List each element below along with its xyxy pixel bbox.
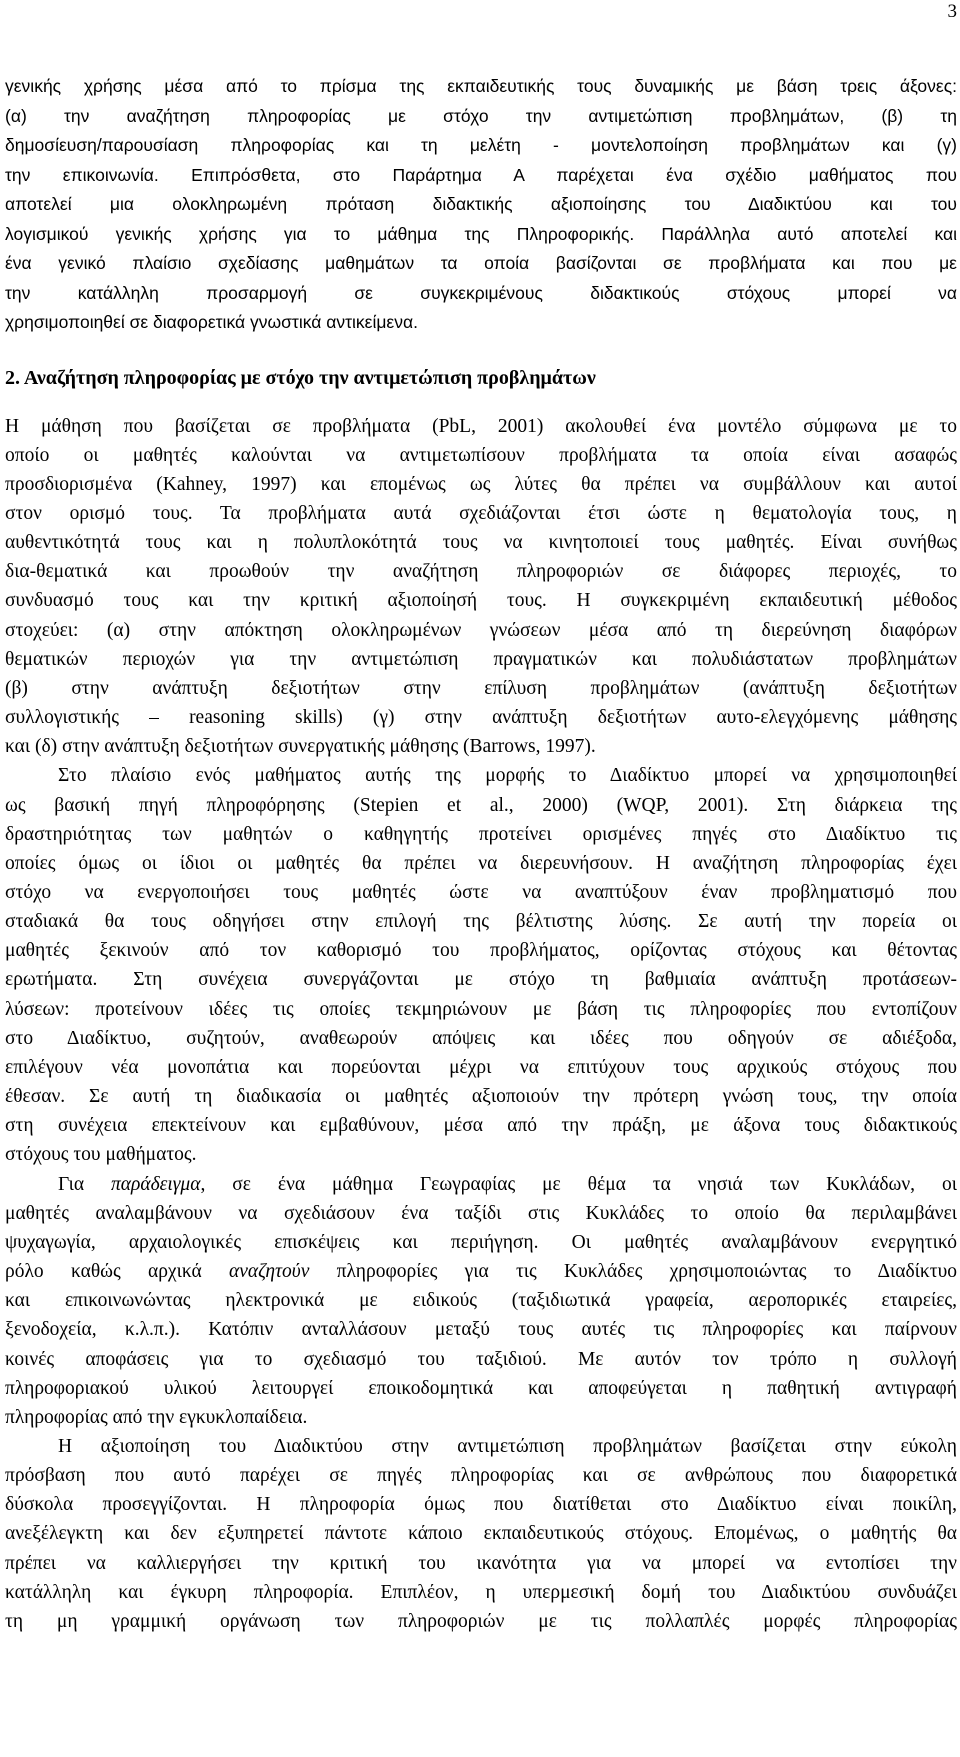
paragraph-2 [5, 761, 957, 1169]
text-line: πρέπει να καλλιεργήσει την κριτική του ικανότητα για να μπορεί να εντοπίσει την [5, 1552, 957, 1574]
text-line: συνδυασμό τους και την κριτική αξιοποίησή τους. Η συγκεκριμένη εκπαιδευτική μέθοδος [5, 590, 957, 612]
text-line: στόχους του μαθήματος. [5, 1144, 197, 1166]
text-fragment: ρόλο καθώς αρχικά [5, 1261, 229, 1283]
text-line: στη συνέχεια επεκτείνουν και εμβαθύνουν, μέσα από την πράξη, με άξονα τους διδακτικούς [5, 1115, 957, 1137]
emphasis-text: αναζητούν [228, 1261, 310, 1283]
text-line: ανεξέλεγκτη και δεν εξυπηρετεί πάντοτε κάποιο εκπαιδευτικούς στόχους. Επομένως, ο μαθητής θα [5, 1523, 957, 1545]
text-line: μαθητές αναλαμβάνουν να σχεδιάσουν ένα ταξίδι στις Κυκλάδες το οποίο θα περιλαμβάνει [5, 1202, 957, 1224]
text-line: στοχεύει: (α) στην απόκτηση ολοκληρωμένων γνώσεων μέσα από τη διερεύνηση διαφόρων [5, 619, 957, 641]
text-line: αυθεντικότητά τους και η πολυπλοκότητά τους να κινητοποιεί τους μαθητές. Είναι συνήθως [5, 532, 957, 554]
text-line: ερωτήματα. Στη συνέχεια συνεργάζονται με στόχο τη βαθμιαία ανάπτυξη προτάσεων- [5, 969, 957, 991]
text-line: τη μη γραμμική οργάνωση των πληροφοριών με τις πολλαπλές μορφές πληροφορίας [5, 1610, 957, 1632]
text-line: δύσκολα προσεγγίζονται. Η πληροφορία όμως που διατίθεται στο Διαδίκτυο είναι ποικίλη, [5, 1494, 957, 1516]
text-line: κατάλληλη και έγκυρη πληροφορία. Επιπλέον, η υπερμεσική δομή του Διαδικτύου συνδυάζει [5, 1581, 957, 1603]
text-line: την κατάλληλη προσαρμογή σε συγκεκριμένους διδακτικούς στόχους μπορεί να [5, 282, 957, 303]
text-fragment: Για [58, 1173, 111, 1195]
text-line: Η αξιοποίηση του Διαδικτύου στην αντιμετώπιση προβλημάτων βασίζεται στην εύκολη [58, 1435, 957, 1457]
text-line: κοινές αποφάσεις για το σχεδιασμό του ταξιδιού. Με αυτόν τον τρόπο η συλλογή [5, 1348, 957, 1370]
text-line: (α) την αναζήτηση πληροφορίας με στόχο την αντιμετώπιση προβλημάτων, (β) τη [5, 105, 957, 126]
text-line: συλλογιστικής – reasoning skills) (γ) στην ανάπτυξη δεξιοτήτων αυτο-ελεγχόμενης μάθησης [5, 707, 957, 729]
paragraph-1 [5, 412, 957, 762]
text-line: (β) στην ανάπτυξη δεξιοτήτων στην επίλυση προβλημάτων (ανάπτυξη δεξιοτήτων [5, 677, 957, 699]
text-line: οποίο οι μαθητές καλούνται να αντιμετωπίσουν προβλήματα τα οποία είναι ασαφώς [5, 444, 957, 466]
text-line: στόχο να ενεργοποιήσει τους μαθητές ώστε να αναπτύξουν έναν προβληματισμό που [5, 882, 957, 903]
text-line [5, 1257, 957, 1286]
text-line: χρησιμοποιηθεί σε διαφορετικά γνωστικά αντικείμενα. [5, 312, 418, 332]
text-line: θεματικών περιοχών για την αντιμετώπιση πραγματικών και πολυδιάστατων προβλημάτων [5, 648, 957, 670]
emphasis-text: παράδειγμα [110, 1173, 201, 1195]
paragraph-3 [5, 1170, 957, 1432]
text-line: ως βασική πηγή πληροφόρησης (Stepien et al., 2000) (WQP, 2001). Στη διάρκεια της [5, 794, 957, 816]
text-line: έθεσαν. Σε αυτή τη διαδικασία οι μαθητές αξιοποιούν την πρότερη γνώση τους, την οποία [5, 1086, 957, 1108]
text-line: ένα γενικό πλαίσιο σχεδίασης μαθημάτων τα οποία βασίζονται σε προβλήματα και που με [5, 253, 957, 273]
text-line: Στο πλαίσιο ενός μαθήματος αυτής της μορφής το Διαδίκτυο μπορεί να χρησιμοποιηθεί [58, 765, 957, 787]
text-fragment: , σε ένα μάθημα Γεωγραφίας με θέμα τα νησιά των Κυκλάδων, οι [200, 1173, 957, 1195]
text-line: αποτελεί μια ολοκληρωμένη πρόταση διδακτικής αξιοποίησης του Διαδικτύου και του [5, 194, 957, 214]
text-line: δια-θεματικά και προωθούν την αναζήτηση πληροφοριών σε διάφορες περιοχές, το [5, 561, 957, 583]
text-line: και (δ) στην ανάπτυξη δεξιοτήτων συνεργατικής μάθησης (Barrows, 1997). [5, 736, 596, 758]
section-heading: 2. Αναζήτηση πληροφορίας με στόχο την αντιμετώπιση προβλημάτων [5, 366, 596, 389]
text-line [5, 1170, 957, 1199]
text-line: πρόσβαση που αυτό παρέχει σε πηγές πληροφορίας και σε ανθρώπους που διαφορετικά [5, 1465, 957, 1487]
text-line: πληροφορίας από την εγκυκλοπαίδεια. [5, 1406, 308, 1428]
text-line: επιλέγουν νέα μονοπάτια και πορεύονται μέχρι να επιτύχουν τους αρχικούς στόχους που [5, 1056, 957, 1078]
text-line: μαθητές ξεκινούν από τον καθορισμό του προβλήματος, ορίζοντας στόχους και θέτοντας [5, 940, 957, 962]
intro-paragraph [5, 72, 957, 338]
text-line: λογισμικού γενικής χρήσης για το μάθημα της Πληροφορικής. Παράλληλα αυτό αποτελεί και [5, 223, 957, 244]
text-line: δημοσίευση/παρουσίαση πληροφορίας και τη μελέτη - μοντελοποίηση προβλημάτων και (γ) [5, 135, 957, 155]
text-line: ξενοδοχεία, κ.λ.π.). Κατόπιν ανταλλάσουν μεταξύ τους αυτές τις πληροφορίες και παίρνουν [5, 1319, 957, 1341]
paragraph-4 [5, 1432, 957, 1636]
text-line: προσδιορισμένα (Kahney, 1997) και επομένως ως λύτες θα πρέπει να συμβάλλουν και αυτοί [5, 473, 957, 495]
text-fragment: πληροφορίες για τις Κυκλάδες χρησιμοποιώντας το Διαδίκτυο [309, 1261, 957, 1283]
page-number: 3 [947, 1, 957, 22]
text-line: στον ορισμό τους. Τα προβλήματα αυτά σχεδιάζονται έτσι ώστε η θεματολογία τους, η [5, 502, 957, 524]
text-line: την επικοινωνία. Επιπρόσθετα, στο Παράρτημα Α παρέχεται ένα σχέδιο μαθήματος που [5, 164, 957, 185]
text-line: γενικής χρήσης μέσα από το πρίσμα της εκπαιδευτικής τους δυναμικής με βάση τρεις άξονες: [5, 76, 957, 96]
text-line: οποίες όμως οι ίδιοι οι μαθητές θα πρέπει να διερευνήσουν. Η αναζήτηση πληροφορίας έχει [5, 852, 957, 874]
text-line: λύσεων: προτείνουν ιδέες τις οποίες τεκμηριώνουν με βάση τις πληροφορίες που εντοπίζουν [5, 998, 957, 1020]
text-line: ψυχαγωγία, αρχαιολογικές επισκέψεις και περιήγηση. Οι μαθητές αναλαμβάνουν ενεργητικό [5, 1231, 957, 1253]
text-line: δραστηριότητας των μαθητών ο καθηγητής προτείνει ορισμένες πηγές στο Διαδίκτυο τις [5, 823, 957, 845]
text-line: πληροφοριακού υλικού λειτουργεί εποικοδομητικά και αποφεύγεται η παθητική αντιγραφή [5, 1377, 957, 1399]
text-line: στο Διαδίκτυο, συζητούν, αναθεωρούν απόψεις και ιδέες που οδηγούν σε αδιέξοδα, [5, 1027, 957, 1049]
text-line: σταδιακά θα τους οδηγήσει στην επιλογή της βέλτιστης λύσης. Σε αυτή την πορεία οι [5, 911, 957, 933]
document-body [5, 72, 957, 1636]
text-line: και επικοινωνώντας ηλεκτρονικά με ειδικούς (ταξιδιωτικά γραφεία, αεροπορικές εταιρείες, [5, 1290, 957, 1312]
text-line: Η μάθηση που βασίζεται σε προβλήματα (PbL, 2001) ακολουθεί ένα μοντέλο σύμφωνα με το [5, 415, 957, 437]
